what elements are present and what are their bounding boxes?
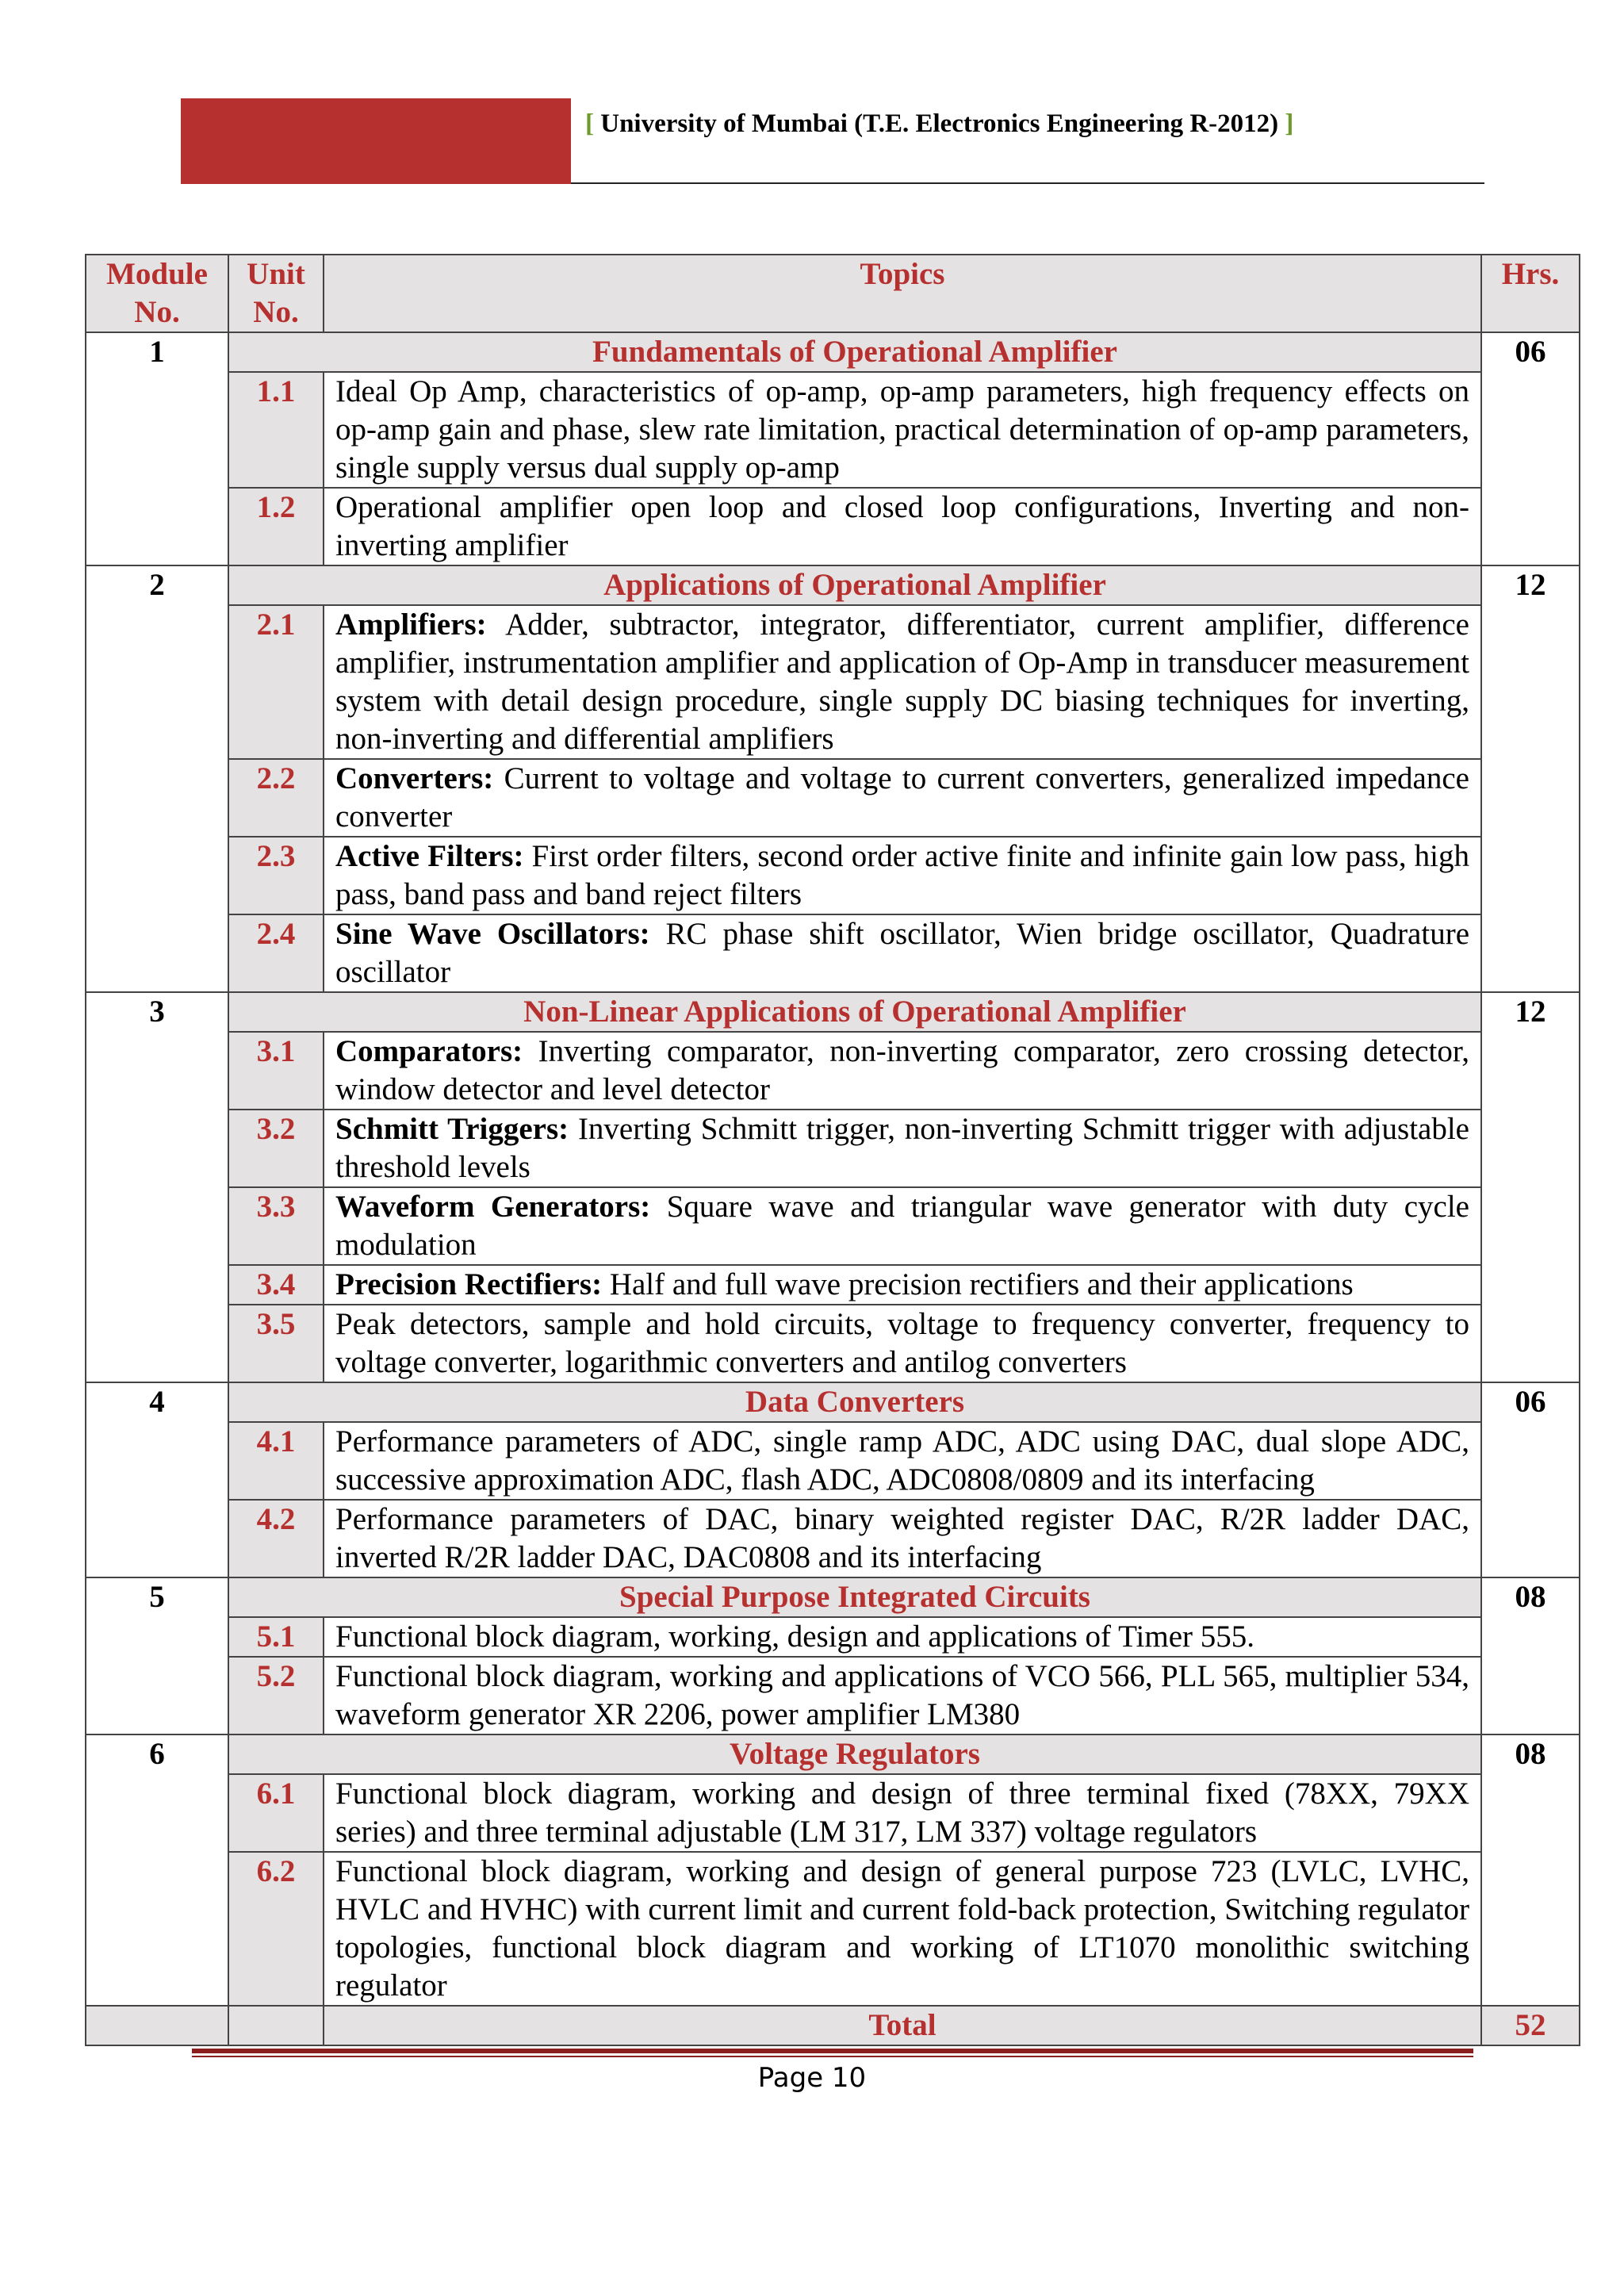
unit-number: 2.3 <box>228 837 324 914</box>
unit-topic <box>324 1852 1481 2006</box>
unit-number: 4.2 <box>228 1500 324 1577</box>
unit-row <box>86 1500 1580 1577</box>
module-title: Fundamentals of Operational Amplifier <box>228 332 1481 372</box>
module-hours: 08 <box>1481 1734 1580 2006</box>
module-title: Voltage Regulators <box>228 1734 1481 1774</box>
unit-topic-heading: Comparators: <box>335 1034 523 1068</box>
unit-topic-text: Functional block diagram, working and design of three terminal fixed (78XX, 79XX series) and three terminal adjustable (LM 317, LM 337) voltage regulators <box>335 1777 1469 1849</box>
table-body <box>86 332 1580 2045</box>
unit-topic-text: Square wave and triangular wave generator with duty cycle modulation <box>335 1190 1469 1262</box>
module-title-row <box>86 565 1580 605</box>
unit-topic <box>324 914 1481 992</box>
header-title: [ University of Mumbai (T.E. Electronics Engineering R-2012) ] <box>585 109 1294 138</box>
unit-topic-text: Performance parameters of DAC, binary weighted register DAC, R/2R ladder DAC, inverted R/2R ladder DAC, DAC0808 and its interfacing <box>335 1502 1469 1574</box>
unit-row <box>86 759 1580 837</box>
module-title-row <box>86 992 1580 1032</box>
module-hours: 06 <box>1481 332 1580 565</box>
unit-number: 2.4 <box>228 914 324 992</box>
unit-number: 5.1 <box>228 1617 324 1657</box>
page-number: Page 10 <box>757 2062 867 2094</box>
header-topics: Topics <box>324 255 1481 332</box>
unit-topic <box>324 605 1481 759</box>
module-title-row <box>86 332 1580 372</box>
unit-row <box>86 1657 1580 1734</box>
unit-topic-text: Peak detectors, sample and hold circuits, voltage to frequency converter, frequency to voltage converter, logarithmic converters and antilog converters <box>335 1307 1469 1379</box>
unit-topic-text: Performance parameters of ADC, single ramp ADC, ADC using DAC, dual slope ADC, successive approximation ADC, flash ADC, ADC0808/0809 and its interfacing <box>335 1424 1469 1497</box>
unit-row <box>86 1617 1580 1657</box>
total-blank-module <box>86 2006 228 2045</box>
unit-row <box>86 1032 1580 1110</box>
unit-number: 1.2 <box>228 488 324 565</box>
module-hours: 12 <box>1481 565 1580 992</box>
unit-number: 1.1 <box>228 372 324 488</box>
unit-topic <box>324 759 1481 837</box>
module-number: 5 <box>86 1577 228 1734</box>
unit-topic-heading: Waveform Generators: <box>335 1190 651 1224</box>
unit-row <box>86 605 1580 759</box>
unit-topic-heading: Precision Rectifiers: <box>335 1267 603 1301</box>
table-header-row <box>86 255 1580 332</box>
unit-row <box>86 837 1580 914</box>
module-number: 6 <box>86 1734 228 2006</box>
module-title: Non-Linear Applications of Operational Amplifier <box>228 992 1481 1032</box>
unit-row <box>86 1774 1580 1852</box>
unit-topic-text: Adder, subtractor, integrator, differentiator, current amplifier, difference amplifier, instrumentation amplifier and application of Op-Amp in transducer measurement system with detail design procedure, single supply DC biasing techniques for inverting, non-inverting and differential amplifiers <box>335 608 1469 756</box>
unit-topic <box>324 1265 1481 1305</box>
module-title-row <box>86 1382 1580 1422</box>
unit-topic-heading: Sine Wave Oscillators: <box>335 917 650 951</box>
footer-rule-thin <box>192 2056 1473 2057</box>
unit-topic-text: RC phase shift oscillator, Wien bridge oscillator, Quadrature oscillator <box>335 917 1470 989</box>
unit-row <box>86 1110 1580 1187</box>
unit-topic <box>324 1187 1481 1265</box>
unit-topic <box>324 1305 1481 1382</box>
unit-topic-heading: Active Filters: <box>335 839 524 873</box>
header-rule <box>571 182 1484 184</box>
unit-topic <box>324 1500 1481 1577</box>
unit-topic <box>324 1774 1481 1852</box>
unit-topic <box>324 1110 1481 1187</box>
unit-topic-text: Half and full wave precision rectifiers and their applications <box>602 1267 1354 1301</box>
module-hours: 08 <box>1481 1577 1580 1734</box>
unit-topic <box>324 1032 1481 1110</box>
unit-row <box>86 1265 1580 1305</box>
unit-topic-text: Ideal Op Amp, characteristics of op-amp, op-amp parameters, high frequency effects on op-amp gain and phase, slew rate limitation, practical determination of op-amp parameters, single supply versus dual supply op-amp <box>335 374 1469 485</box>
unit-number: 3.2 <box>228 1110 324 1187</box>
module-number: 1 <box>86 332 228 565</box>
unit-topic-text: First order filters, second order active finite and infinite gain low pass, high pass, band pass and band reject filters <box>335 839 1469 911</box>
footer-rule <box>192 2049 1473 2053</box>
total-row <box>86 2006 1580 2045</box>
module-title-row <box>86 1577 1580 1617</box>
unit-number: 3.4 <box>228 1265 324 1305</box>
unit-number: 3.5 <box>228 1305 324 1382</box>
total-hours: 52 <box>1481 2006 1580 2045</box>
unit-row <box>86 1422 1580 1500</box>
unit-topic-text: Functional block diagram, working and applications of VCO 566, PLL 565, multiplier 534, waveform generator XR 2206, power amplifier LM380 <box>335 1659 1469 1731</box>
unit-topic <box>324 488 1481 565</box>
unit-number: 2.2 <box>228 759 324 837</box>
header-unit-no: Unit No. <box>228 255 324 332</box>
unit-row <box>86 1305 1580 1382</box>
unit-topic-heading: Converters: <box>335 761 494 795</box>
module-title: Applications of Operational Amplifier <box>228 565 1481 605</box>
header-module-no: Module No. <box>86 255 228 332</box>
unit-topic <box>324 1617 1481 1657</box>
module-title: Special Purpose Integrated Circuits <box>228 1577 1481 1617</box>
unit-row <box>86 488 1580 565</box>
unit-topic <box>324 1422 1481 1500</box>
total-label: Total <box>324 2006 1481 2045</box>
unit-topic <box>324 372 1481 488</box>
module-hours: 12 <box>1481 992 1580 1382</box>
unit-topic-text: Inverting Schmitt trigger, non-inverting Schmitt trigger with adjustable threshold levels <box>335 1112 1469 1184</box>
unit-number: 6.2 <box>228 1852 324 2006</box>
unit-topic-text: Inverting comparator, non-inverting comparator, zero crossing detector, window detector and level detector <box>335 1034 1469 1106</box>
unit-topic <box>324 1657 1481 1734</box>
unit-number: 4.1 <box>228 1422 324 1500</box>
unit-topic-heading: Amplifiers: <box>335 608 487 642</box>
unit-topic <box>324 837 1481 914</box>
unit-topic-text: Functional block diagram, working, design and applications of Timer 555. <box>335 1619 1255 1654</box>
module-hours: 06 <box>1481 1382 1580 1577</box>
unit-number: 6.1 <box>228 1774 324 1852</box>
unit-row <box>86 1187 1580 1265</box>
unit-number: 2.1 <box>228 605 324 759</box>
total-blank-unit <box>228 2006 324 2045</box>
unit-number: 3.3 <box>228 1187 324 1265</box>
unit-topic-text: Current to voltage and voltage to current converters, generalized impedance converter <box>335 761 1469 834</box>
unit-row <box>86 1852 1580 2006</box>
module-number: 3 <box>86 992 228 1382</box>
unit-topic-text: Functional block diagram, working and design of general purpose 723 (LVLC, LVHC, HVLC and HVHC) with current limit and current fold-back protection, Switching regulator topologies, functional block diagram and working of LT1070 monolithic switching regulator <box>335 1854 1469 2003</box>
header-color-bar <box>181 98 571 184</box>
module-title-row <box>86 1734 1580 1774</box>
unit-row <box>86 372 1580 488</box>
unit-topic-heading: Schmitt Triggers: <box>335 1112 569 1146</box>
unit-row <box>86 914 1580 992</box>
module-number: 2 <box>86 565 228 992</box>
module-title: Data Converters <box>228 1382 1481 1422</box>
module-number: 4 <box>86 1382 228 1577</box>
header-hrs: Hrs. <box>1481 255 1580 332</box>
unit-topic-text: Operational amplifier open loop and closed loop configurations, Inverting and non-inverting amplifier <box>335 490 1469 562</box>
syllabus-table <box>85 254 1580 2046</box>
unit-number: 3.1 <box>228 1032 324 1110</box>
unit-number: 5.2 <box>228 1657 324 1734</box>
